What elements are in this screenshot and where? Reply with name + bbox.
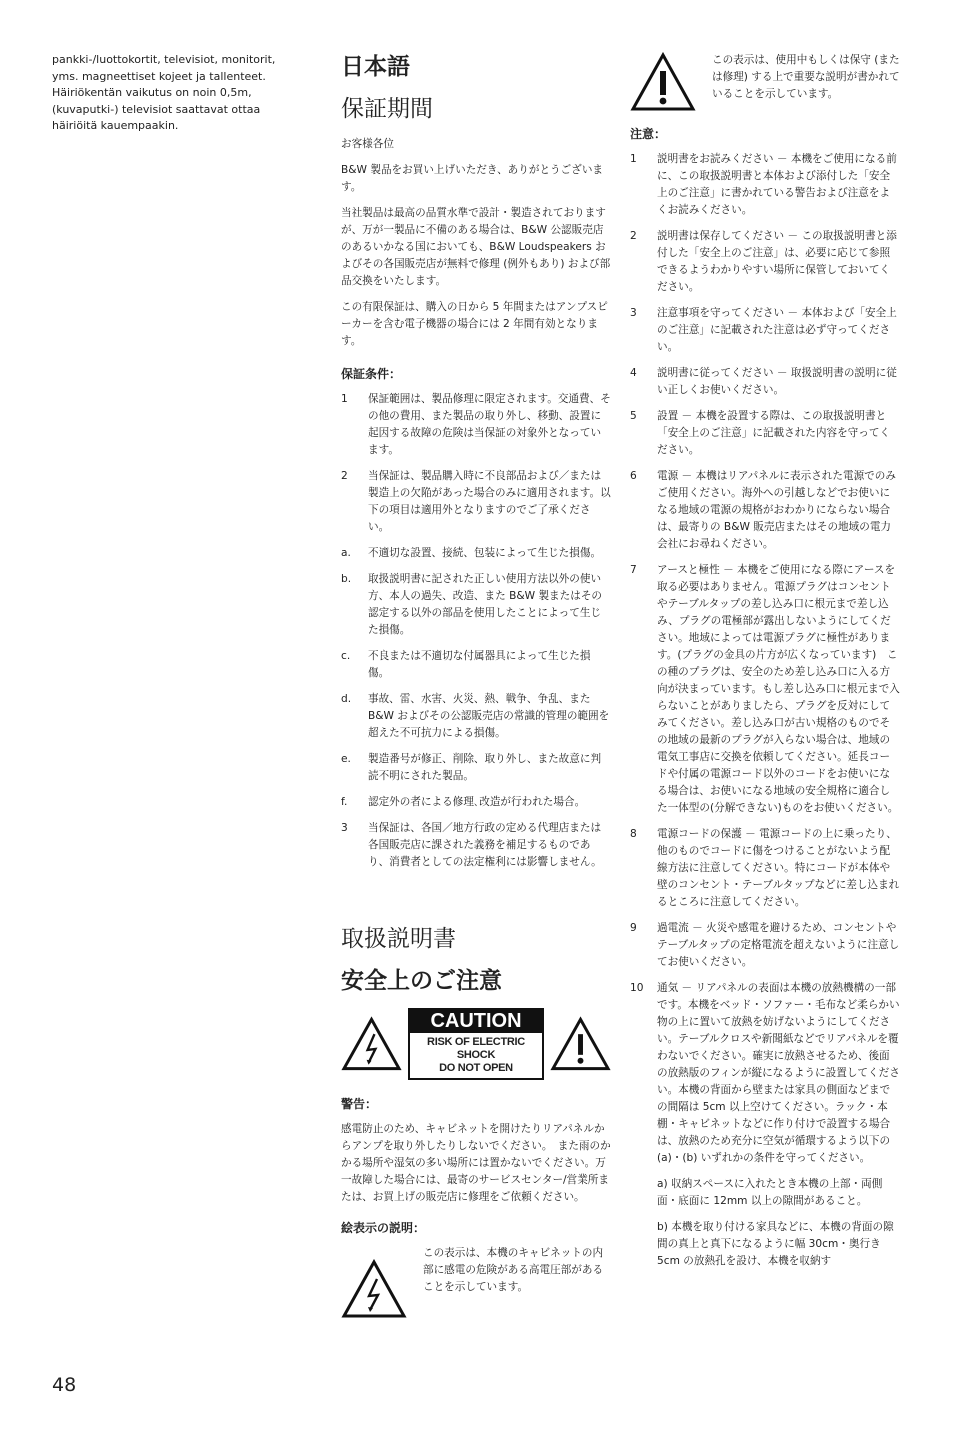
condition-item [341,691,611,742]
item-number: 1 [630,153,637,165]
note-item [630,365,900,399]
item-text: 取扱説明書に記された正しい使用方法以外の使い方、本人の過失、改造、また B&W 製またはその認定する以外の部品を使用したことによって生じた損傷。 [368,573,603,636]
lightning-symbol-icon [341,1259,407,1319]
item-number: 2 [630,230,637,242]
symbols-heading: 絵表示の説明： [341,1221,426,1235]
language-heading: 日本語 [341,54,410,80]
item-text: 設置 － 本機を設置する際は、この取扱説明書と「安全上のご注意」に記載された内容を守ってください。 [657,410,891,456]
warranty-paragraph-1: B&W 製品をお買い上げいただき、ありがとうございます。 [341,164,604,193]
item-number: f. [341,796,348,808]
warning-heading: 警告： [341,1097,378,1111]
bolt-symbol-row [341,1245,611,1319]
exclamation-symbol-row [630,52,900,112]
item-text: 説明書をお読みください － 本機をご使用になる前に、この取扱説明書と本体および添付した「安全上のご注意」に書かれている警告および注意をよくお読みください。 [657,153,897,216]
item-text: 当保証は、各国／地方行政の定める代理店または各国販売店に課された義務を補足するものであり、消費者としての法定権利には影響しません。 [368,822,602,868]
safety-title: 安全上のご注意 [341,968,502,994]
warranty-paragraph-3: この有限保証は、購入の日から 5 年間またはアンプスピーカーを含む電子機器の場合には 2 年間有効となります。 [341,301,608,347]
conditions-heading: 保証条件： [341,367,402,381]
lightning-warning-icon [341,1016,402,1072]
item-text: 電源コードの保護 － 電源コードの上に乗ったり、他のものでコードに傷をつけることがないよう配線方法に注意してください。特にコードが本体や壁のコンセント・テーブルタップなどに差し込まれるところに注意してください。 [657,828,900,908]
condition-item [341,820,611,871]
item-number: 7 [630,564,637,576]
exclamation-warning-icon [550,1016,611,1072]
manual-title: 取扱説明書 [341,926,456,952]
note-item [630,562,900,817]
caution-line-1: RISK OF ELECTRIC SHOCK [427,1036,525,1061]
item-number: e. [341,753,351,765]
finnish-column [52,52,302,135]
note-item [630,408,900,459]
note-item [630,826,900,911]
exclamation-symbol-icon [630,52,696,112]
item-text: アースと極性 － 本機をご使用になる際にアースを取る必要はありません。電源プラグはコンセントやテーブルタップの差し込み口に根元まで差し込み、プラグの電極部が露出しないようにしてください。地域によっては電源プラグに極性があります。(プラグの金具の片方が広くなっています) この種のプラグは、安全のため差し込み口に入る方向が決まっています。もし差し込み口に根元まで入らないことがありましたら、プラグを反対にしてみてください。差し込み口が古い規格のものでその地域の最新のプラグが入らない場合は、地域の電気工事店に交換を依頼してください。延長コードや付属の電源コード以外のコードをお使いになる場合は、お使いになる地域の安全規格に適合した一体型の(分解できない)ものをお使いください。 [657,564,900,814]
salutation: お客様各位 [341,138,394,150]
page-number: 48 [52,1374,77,1396]
note-item [630,228,900,296]
warranty-title: 保証期間 [341,96,433,122]
notes-heading: 注意： [630,127,667,141]
item-text: 当保証は、製品購入時に不良部品および／または製造上の欠陥があった場合のみに適用されます。以下の項目は適用外となりますのでご了承ください。 [368,470,611,533]
note-item [630,920,900,971]
exclamation-symbol-description: この表示は、使用中もしくは保守 (または修理) する上で重要な説明が書かれていることを示しています。 [712,54,900,100]
condition-item [341,751,611,785]
condition-item [341,468,611,536]
item-number: 4 [630,367,637,379]
warning-text: 感電防止のため、キャビネットを開けたりリアパネルからアンプを取り外したりしないでください。 また雨のかかる場所や湿気の多い場所には置かないでください。万一故障した場合には、最寄のサービスセンター/営業所または、お買上げの販売店に修理をご依頼ください。 [341,1123,611,1203]
bolt-symbol-description: この表示は、本機のキャビネットの内部に感電の危険がある高電圧部があることを示しています。 [423,1247,604,1293]
condition-item [341,391,611,459]
item-text: 製造番号が修正、削除、取り外し、また故意に判読不明にされた製品。 [368,753,602,782]
finnish-text: pankki-/luottokortit, televisiot, monitorit, yms. magneettiset kojeet ja tallenteet. Häiriökentän vaikutus on noin 0,5m, (kuvaputki-) televisiot saattavat ottaa häiriöitä kauempaakin. [52,53,276,133]
notes-column [630,52,900,1279]
item-text: 過電流 － 火災や感電を避けるため、コンセントやテーブルタップの定格電流を超えないように注意してお使いください。 [657,922,900,968]
item-number: a. [341,547,351,559]
conditions-list [341,391,611,871]
item-number: 6 [630,470,637,482]
note-item [630,151,900,219]
item-text: 事故、雷、水害、火災、熱、戦争、争乱、また B&W およびその公認販売店の常識的管理の範囲を超えた不可抗力による損傷。 [368,693,610,739]
item-number: c. [341,650,351,662]
caution-badge [408,1008,544,1080]
item-number: 5 [630,410,637,422]
item-number: d. [341,693,352,705]
item-number: 1 [341,393,348,405]
note-item [630,305,900,356]
item-text: 説明書に従ってください － 取扱説明書の説明に従い正しくお使いください。 [657,367,897,396]
caution-label [341,1008,611,1080]
item-number: 2 [341,470,348,482]
condition-item [341,545,611,562]
warranty-paragraph-2: 当社製品は最高の品質水準で設計・製造されておりますが、万が一製品に不備のある場合は、B&W 公認販売店のあるいかなる国においても、B&W Loudspeakers およびその各国販売店が無料で修理 (例外もあり) および部品交換をいたします。 [341,207,611,287]
item-number: 10 [630,982,644,994]
caution-line-2: DO NOT OPEN [439,1062,513,1074]
warranty-column [341,52,611,1329]
item-text: 不適切な設置、接続、包装によって生じた損傷。 [368,547,602,559]
caution-word: CAUTION [410,1010,542,1033]
item-number: 3 [630,307,637,319]
vent-condition-b: b) 本機を取り付ける家具などに、本機の背面の隙間の真上と真下になるように幅 30cm・奥行き 5cm の放熱孔を設け、本機を収納す [657,1221,894,1267]
item-number: 9 [630,922,637,934]
condition-item [341,648,611,682]
item-text: 注意事項を守ってください － 本体および「安全上のご注意」に記載された注意は必ず守ってください。 [657,307,897,353]
item-number: 3 [341,822,348,834]
item-text: 認定外の者による修理､改造が行われた場合。 [368,796,586,808]
vent-condition-a: a) 収納スペースに入れたとき本機の上部・両側面・底面に 12mm 以上の隙間があること。 [657,1178,883,1207]
item-text: 不良または不適切な付属器具によって生じた損傷。 [368,650,591,679]
item-number: 8 [630,828,637,840]
item-number: b. [341,573,352,585]
note-item [630,468,900,553]
notes-list [630,151,900,1167]
item-text: 説明書は保存してください － この取扱説明書と添付した「安全上のご注意」は、必要に応じて参照できるようわかりやすい場所に保管しておいてください。 [657,230,897,293]
item-text: 電源 － 本機はリアパネルに表示された電源でのみご使用ください。海外への引越しなどでお使いになる地域の電源の規格がおわかりにならない場合は、最寄りの B&W 販売店またはその地域の電力会社にお尋ねください。 [657,470,896,550]
condition-item [341,794,611,811]
item-text: 保証範囲は、製品修理に限定されます。交通費、その他の費用、また製品の取り外し、移動、設置に起因する故障の危険は当保証の対象外となっています。 [368,393,611,456]
note-item [630,980,900,1167]
item-text: 通気 － リアパネルの表面は本機の放熱機構の一部です。本機をベッド・ソファー・毛布など柔らかい物の上に置いて放熱を妨げないようにしてください。テーブルクロスや新聞紙などでリアパネルを覆わないでください。確実に放熱させるため、後面の放熱版のフィンが縦になるように設置してください。本機の背面から壁または家具の側面などまでの間隔は 5cm 以上空けてください。ラック・本棚・キャビネットなどに作り付けで設置する場合は、放熱のため充分に空気が循環するよう以下の (a)・(b) いずれかの条件を守ってください。 [657,982,900,1164]
condition-item [341,571,611,639]
